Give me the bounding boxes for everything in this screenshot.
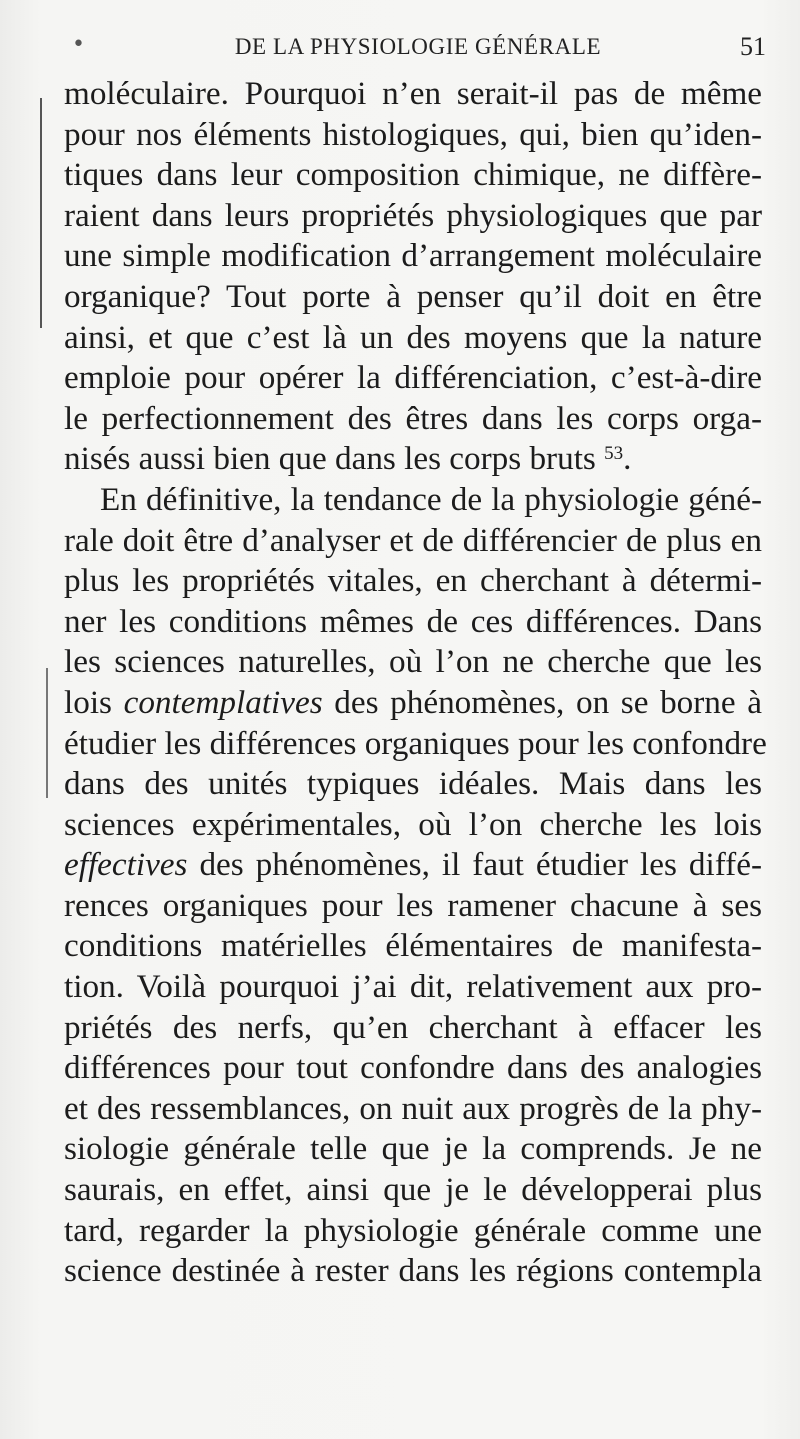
text-line: étudier les différences organiques pour les confondre xyxy=(64,724,767,762)
text-line: tiques dans leur composition chimique, ne diffère- xyxy=(64,156,762,194)
text-line: rale doit être d’analyser et de différencier de plus en xyxy=(64,521,762,559)
paragraph-2 xyxy=(64,480,767,1292)
running-title: DE LA PHYSIOLOGIE GÉNÉRALE xyxy=(234,34,602,59)
text-line: rences organiques pour les ramener chacune à ses xyxy=(64,886,762,924)
text-line: une simple modification d’arrangement moléculaire xyxy=(64,237,762,275)
text-line: siologie générale telle que je la comprends. Je ne xyxy=(64,1130,762,1168)
running-head xyxy=(70,30,766,66)
italic-term-contemplatives: contemplatives xyxy=(123,683,323,721)
text-line: différences pour tout confondre dans des analogies xyxy=(64,1049,762,1087)
text-run: des phénomènes, on se borne à xyxy=(322,683,762,721)
text-line: tard, regarder la physiologie générale comme une xyxy=(64,1211,762,1249)
text-line: plus les propriétés vitales, en cherchant à détermi- xyxy=(64,562,762,600)
last-line-text: nisés aussi bien que dans les corps bruts xyxy=(64,440,596,478)
text-line: moléculaire. Pourquoi n’en serait-il pas de même xyxy=(64,75,762,112)
page-number: 51 xyxy=(740,32,766,61)
text-line: En définitive, la tendance de la physiologie géné- xyxy=(100,480,762,518)
text-line: ner les conditions mêmes de ces différences. Dans xyxy=(64,602,762,640)
text-line xyxy=(64,845,762,886)
text-run: lois xyxy=(64,683,124,721)
text-line: dans des unités typiques idéales. Mais dans les xyxy=(64,765,762,803)
margin-pencil-mark-bottom xyxy=(46,668,48,798)
header-ornament: • xyxy=(72,32,85,57)
text-line: raient dans leurs propriétés physiologiques que par xyxy=(64,196,762,234)
text-line xyxy=(64,683,762,724)
text-line: ainsi, et que c’est là un des moyens que la nature xyxy=(64,318,762,356)
text-line: saurais, en effet, ainsi que je le développerai plus xyxy=(64,1171,762,1209)
margin-pencil-mark-top xyxy=(40,98,42,328)
italic-term-effectives: effectives xyxy=(64,846,188,884)
body-text xyxy=(64,74,767,1292)
text-line: les sciences naturelles, où l’on ne cherche que les xyxy=(64,643,762,681)
text-line: science destinée à rester dans les régions contempla xyxy=(64,1252,762,1290)
footnote-reference[interactable]: 53 xyxy=(604,443,624,465)
text-line xyxy=(64,439,762,480)
text-line: tion. Voilà pourquoi j’ai dit, relativement aux pro- xyxy=(64,968,762,1006)
text-line: emploie pour opérer la différenciation, c’est-à-dire xyxy=(64,359,762,397)
text-line: organique? Tout porte à penser qu’il doit en être xyxy=(64,277,762,315)
text-line: sciences expérimentales, où l’on cherche les lois xyxy=(64,805,762,843)
paragraph-1 xyxy=(64,74,762,480)
last-line-punctuation: . xyxy=(623,440,632,478)
text-line: et des ressemblances, on nuit aux progrès de la phy- xyxy=(64,1089,762,1127)
text-run: des phénomènes, il faut étudier les diffé- xyxy=(187,846,762,884)
text-line: pour nos éléments histologiques, qui, bien qu’iden- xyxy=(64,115,762,153)
text-line: priétés des nerfs, qu’en cherchant à effacer les xyxy=(64,1008,762,1046)
text-line: le perfectionnement des êtres dans les corps orga- xyxy=(64,399,762,437)
text-line: conditions matérielles élémentaires de manifesta- xyxy=(64,927,762,965)
